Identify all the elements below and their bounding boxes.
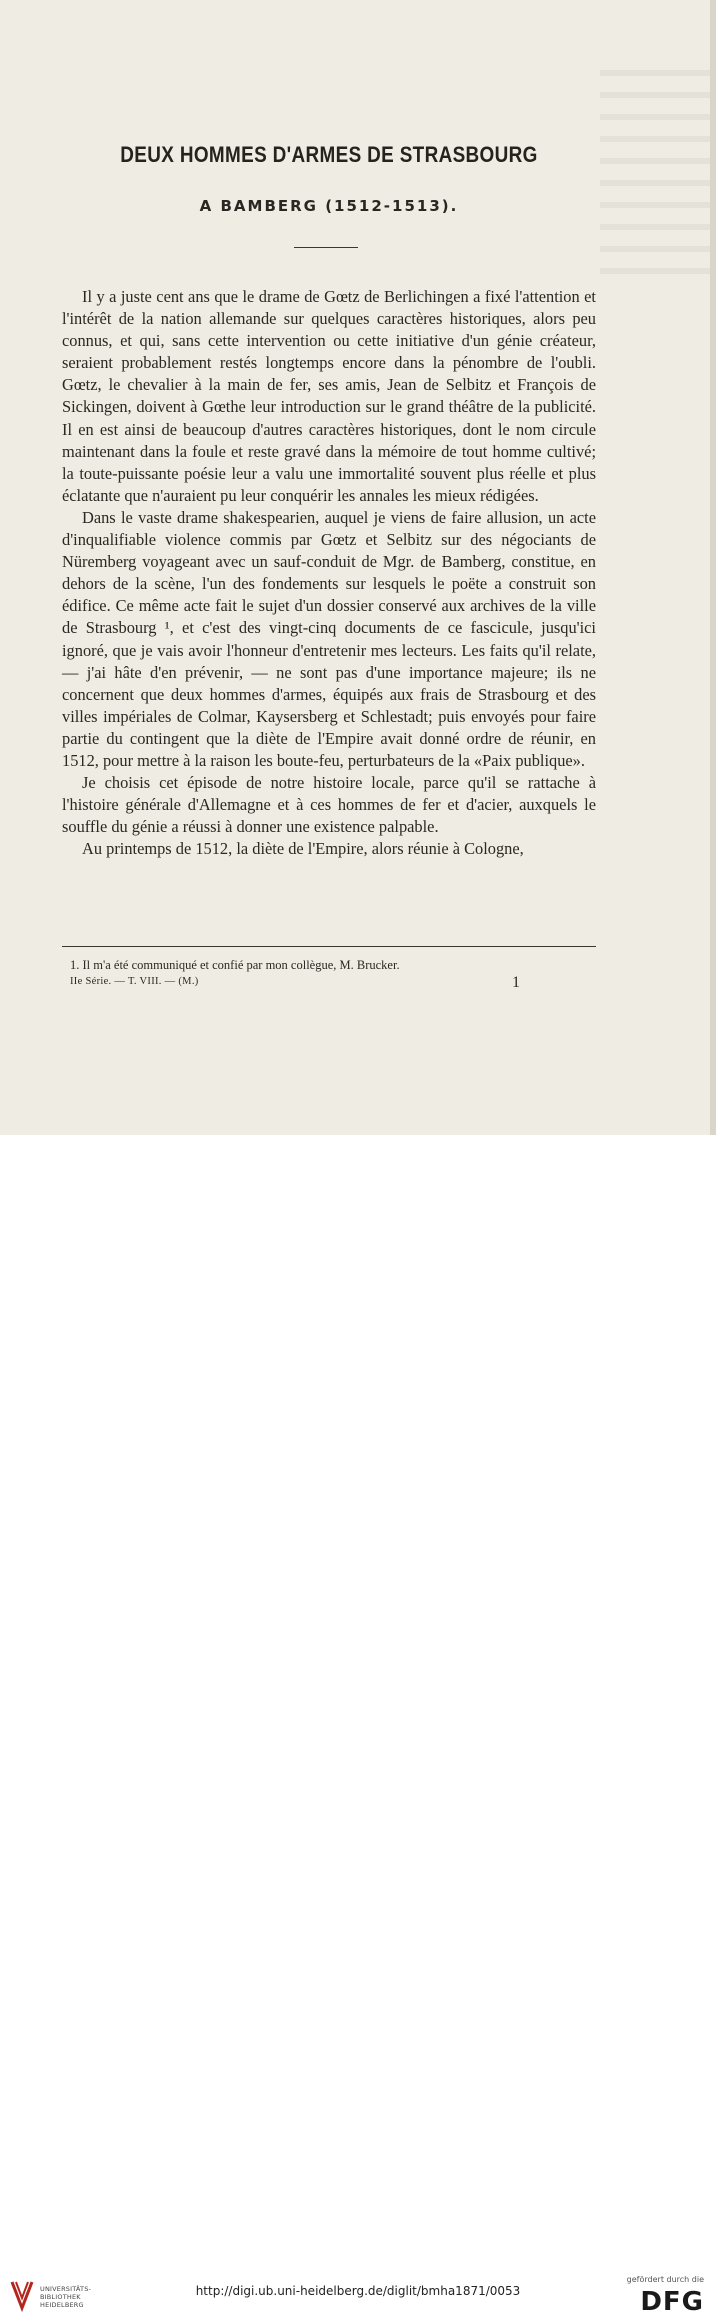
paragraph: Dans le vaste drame shakespearien, auquel je viens de faire allusion, un acte d'inqualifiable violence commis par Gœtz et Selbitz sur des négociants de Nüremberg voyageant avec un sauf-conduit de Mgr. de Bamberg, constitue, en dehors de la scène, l'un des fondements sur lesquels le poëte a construit son édifice. Ce même acte fait le sujet d'un dossier conservé aux archives de la ville de Strasbourg ¹, et c'est des vingt-cinq documents de ce fascicule, jusqu'ici ignoré, que je vais avoir l'honneur d'entretenir mes lecteurs. Les faits qu'il relate, — j'ai hâte d'en prévenir, — ne sont pas d'une importance majeure; ils ne concernent que deux hommes d'armes, équipés aux frais de Strasbourg et des villes impériales de Colmar, Kaysersberg et Schlestadt; puis envoyés pour faire partie du contingent que la diète de l'Empire avait donné ordre de réunir, en 1512, pour mettre à la raison les boute-feu, perturbateurs de la «Paix publique». [62, 507, 596, 770]
footnote: 1. Il m'a été communiqué et confié par mon collègue, M. Brucker. [70, 958, 400, 972]
paragraph: Je choisis cet épisode de notre histoire locale, parce qu'il se rattache à l'histoire générale d'Allemagne et à ces hommes de fer et d'acier, auxquels le souffle du génie a réussi à donner une existence palpable. [62, 773, 596, 837]
scanned-page [0, 0, 716, 1135]
dfg-logo[interactable]: DFG [640, 2287, 704, 2317]
funding-note: gefördert durch die [626, 2275, 704, 2284]
library-line: UNIVERSITÄTS- [40, 2285, 92, 2293]
article-body [62, 286, 596, 860]
page-edge [710, 0, 716, 1135]
paragraph: Il y a juste cent ans que le drame de Gœtz de Berlichingen a fixé l'attention et l'intérêt de la nation allemande sur quelques caractères historiques, alors peu connus, et qui, sans cette intervention ou cette initiative d'un génie créateur, seraient probablement restés longtemps encore dans la pénombre de l'oubli. Gœtz, le chevalier à la main de fer, ses amis, Jean de Selbitz et François de Sickingen, doivent à Gœthe leur introduction sur le grand théâtre de la publicité. Il en est ainsi de beaucoup d'autres caractères historiques, dont le nom circule maintenant dans la foule et reste gravé dans la mémoire de tout homme cultivé; la toute-puissante poésie leur a valu une immortalité souvent plus réelle et plus éclatante que n'auraient pu leur conquérir les annales les mieux rédigées. [62, 287, 596, 505]
series-line: IIe Série. — T. VIII. — (M.) [70, 976, 199, 987]
viewer-footer [0, 1135, 716, 2317]
article-subtitle: A BAMBERG (1512-1513). [199, 197, 459, 215]
library-line: HEIDELBERG [40, 2301, 84, 2309]
signature-mark: 1 [512, 974, 520, 991]
library-line: BIBLIOTHEK [40, 2293, 81, 2301]
bleed-through-text [600, 70, 710, 290]
paragraph: Au printemps de 1512, la diète de l'Empire, alors réunie à Cologne, [82, 839, 524, 859]
title-divider [294, 247, 358, 248]
page-content [62, 0, 596, 1135]
permalink[interactable]: http://digi.ub.uni-heidelberg.de/diglit/bmha1871/0053 [195, 2284, 521, 2298]
footnote-divider [62, 946, 596, 947]
article-title: DEUX HOMMES D'ARMES DE STRASBOURG [120, 142, 538, 167]
